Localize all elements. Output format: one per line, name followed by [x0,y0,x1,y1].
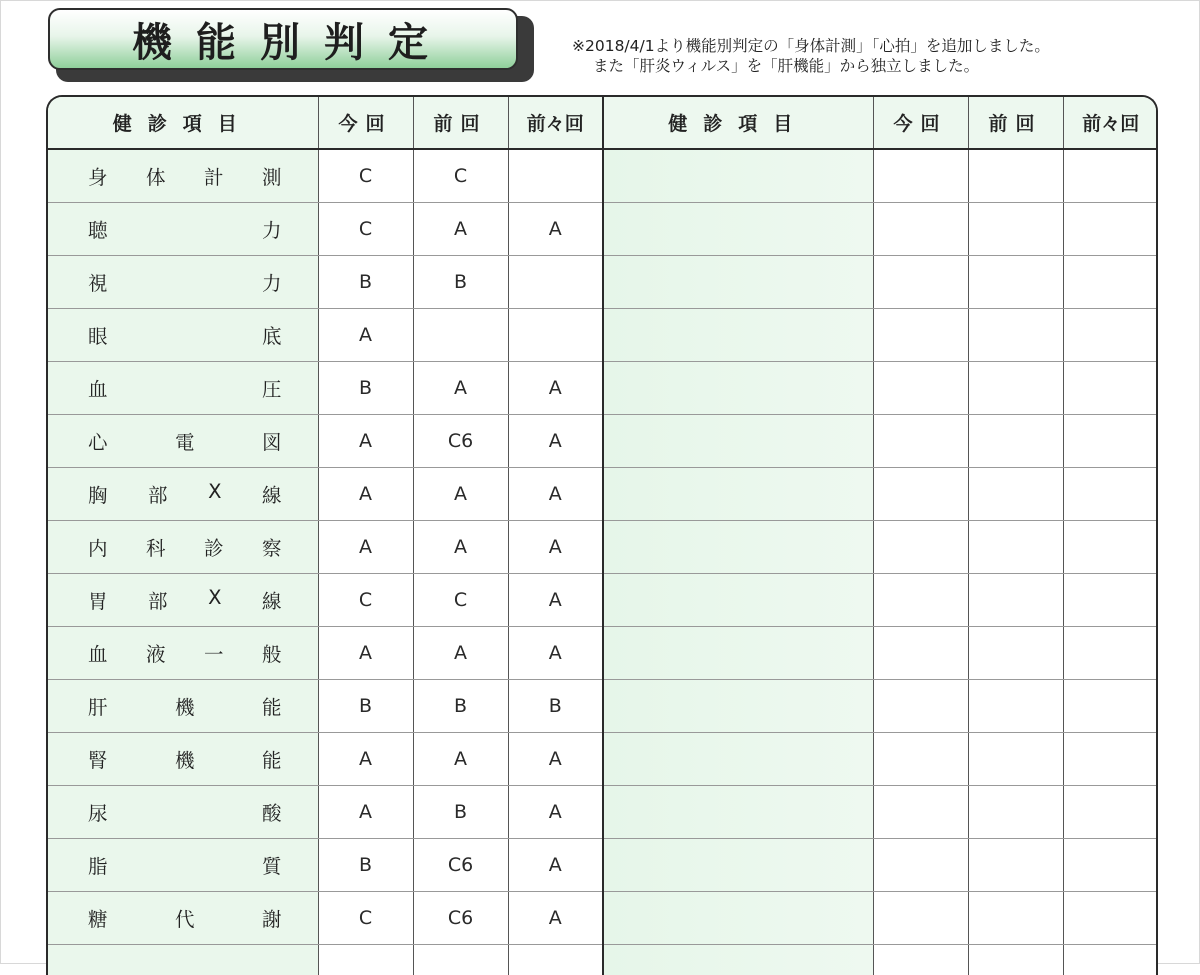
before-previous-result: A [508,202,603,255]
before-previous-result: A [508,785,603,838]
previous-result-2 [968,626,1063,679]
table-row [48,467,1158,520]
header-current-2: 今回 [873,97,968,149]
before-previous-result-2 [1063,308,1158,361]
before-previous-result [508,944,603,975]
item-name-cell [48,785,318,838]
previous-result-2 [968,838,1063,891]
before-previous-result: A [508,361,603,414]
before-previous-result-2 [1063,414,1158,467]
previous-result: B [413,679,508,732]
table-row [48,308,1158,361]
item-name-char: 般 [261,642,282,666]
current-result-2 [873,361,968,414]
item-name [48,215,318,243]
previous-result-2 [968,255,1063,308]
item-name-cell [48,732,318,785]
item-name-char: 測 [261,165,282,189]
item-name-char: 謝 [261,907,282,931]
item-name [48,533,318,561]
current-result-2 [873,202,968,255]
table-row [48,520,1158,573]
previous-result [413,944,508,975]
item-name-cell [48,255,318,308]
item-name-char: 力 [261,218,282,242]
before-previous-result [508,308,603,361]
item-name-cell [48,891,318,944]
title-badge [48,8,518,70]
item-name-cell-2 [603,361,873,414]
current-result-2 [873,308,968,361]
item-name-cell-2 [603,891,873,944]
current-result-2 [873,891,968,944]
previous-result: A [413,467,508,520]
before-previous-result: A [508,520,603,573]
previous-result: A [413,732,508,785]
current-result [318,944,413,975]
item-name-cell-2 [603,944,873,975]
table-row [48,414,1158,467]
previous-result-2 [968,679,1063,732]
item-name-char: 電 [174,430,195,454]
previous-result: C6 [413,838,508,891]
header-before-previous: 前々回 [508,97,603,149]
table-row [48,732,1158,785]
before-previous-result: A [508,573,603,626]
item-name-char: 視 [88,271,108,295]
before-previous-result-2 [1063,732,1158,785]
table-row [48,838,1158,891]
item-name-char: 察 [261,536,282,560]
item-name-char: 機 [174,695,195,719]
table-row [48,891,1158,944]
before-previous-result-2 [1063,255,1158,308]
header-before-previous-2: 前々回 [1063,97,1158,149]
item-name [48,586,318,614]
item-name-char: 部 [148,589,168,613]
before-previous-result-2 [1063,149,1158,202]
before-previous-result [508,149,603,202]
previous-result: A [413,361,508,414]
item-name-char: X [208,479,222,503]
table-row [48,944,1158,975]
previous-result-2 [968,891,1063,944]
item-name-char: 身 [88,165,108,189]
judgement-table [48,97,1158,975]
item-name-cell-2 [603,520,873,573]
item-name-char: 図 [261,430,282,454]
table-row [48,361,1158,414]
item-name-cell [48,467,318,520]
table-body [48,149,1158,975]
before-previous-result: A [508,838,603,891]
item-name [48,904,318,932]
item-name-cell-2 [603,732,873,785]
before-previous-result: A [508,414,603,467]
current-result: B [318,679,413,732]
current-result: C [318,149,413,202]
before-previous-result-2 [1063,467,1158,520]
current-result-2 [873,944,968,975]
current-result: C [318,202,413,255]
item-name-cell [48,573,318,626]
current-result: A [318,520,413,573]
before-previous-result [508,255,603,308]
current-result: A [318,414,413,467]
previous-result: B [413,255,508,308]
item-name-char: 糖 [88,907,108,931]
item-name-char: 科 [145,536,166,560]
item-name [48,427,318,455]
header-item-2: 健診項目 [603,97,873,149]
current-result: A [318,308,413,361]
current-result: B [318,838,413,891]
item-name-cell-2 [603,626,873,679]
item-name-char: 眼 [88,324,108,348]
item-name-char: 心 [88,430,108,454]
item-name-cell-2 [603,149,873,202]
item-name-char: 酸 [261,801,282,825]
previous-result-2 [968,573,1063,626]
previous-result: B [413,785,508,838]
header-previous: 前回 [413,97,508,149]
item-name-cell-2 [603,679,873,732]
item-name-cell-2 [603,414,873,467]
item-name-char: 線 [261,483,282,507]
previous-result [413,308,508,361]
previous-result: A [413,626,508,679]
current-result: A [318,467,413,520]
item-name-char: 圧 [261,377,282,401]
update-note [572,36,1182,76]
before-previous-result: A [508,626,603,679]
item-name-char: 能 [261,695,282,719]
item-name-char: 部 [148,483,168,507]
previous-result-2 [968,520,1063,573]
item-name-cell [48,520,318,573]
current-result: B [318,361,413,414]
table-row [48,626,1158,679]
current-result-2 [873,573,968,626]
table-header-row [48,97,1158,149]
item-name [48,639,318,667]
item-name [48,692,318,720]
item-name-char: 一 [203,642,224,666]
item-name-char: 内 [88,536,108,560]
item-name-char: 液 [145,642,166,666]
table-row [48,573,1158,626]
item-name-char: 質 [261,854,282,878]
item-name [48,745,318,773]
item-name-char: 力 [261,271,282,295]
before-previous-result-2 [1063,838,1158,891]
current-result: A [318,785,413,838]
page-title: 機能別判定 [132,19,452,66]
item-name-cell [48,838,318,891]
table-row [48,679,1158,732]
item-name-char: 体 [145,165,166,189]
item-name [48,374,318,402]
previous-result-2 [968,149,1063,202]
item-name-cell-2 [603,838,873,891]
item-name-char: 血 [88,377,108,401]
item-name [48,268,318,296]
item-name-cell [48,361,318,414]
item-name-cell-2 [603,202,873,255]
item-name-char: 診 [203,536,224,560]
before-previous-result: A [508,891,603,944]
previous-result-2 [968,361,1063,414]
item-name-cell [48,626,318,679]
previous-result: C [413,149,508,202]
item-name-char: 尿 [88,801,108,825]
item-name-char: 代 [174,907,195,931]
before-previous-result-2 [1063,202,1158,255]
current-result-2 [873,414,968,467]
current-result-2 [873,255,968,308]
item-name-cell-2 [603,573,873,626]
item-name-cell-2 [603,308,873,361]
item-name [48,798,318,826]
item-name-cell [48,149,318,202]
item-name [48,480,318,508]
item-name-char: X [208,585,222,609]
before-previous-result-2 [1063,891,1158,944]
current-result-2 [873,149,968,202]
previous-result: C6 [413,414,508,467]
item-name-char: 機 [174,748,195,772]
judgement-table-container [46,95,1158,975]
previous-result: C6 [413,891,508,944]
update-note-line-1: ※2018/4/1より機能別判定の「身体計測」「心拍」を追加しました。 [572,37,1050,55]
item-name-char: 胸 [88,483,108,507]
current-result-2 [873,520,968,573]
before-previous-result-2 [1063,944,1158,975]
previous-result-2 [968,944,1063,975]
item-name-char: 腎 [88,748,108,772]
item-name-char: 底 [261,324,282,348]
header-current: 今回 [318,97,413,149]
current-result: C [318,891,413,944]
header-previous-2: 前回 [968,97,1063,149]
table-row [48,149,1158,202]
previous-result: C [413,573,508,626]
item-name-char: 脂 [88,854,108,878]
current-result-2 [873,732,968,785]
current-result-2 [873,838,968,891]
item-name-char: 能 [261,748,282,772]
previous-result-2 [968,414,1063,467]
item-name-cell [48,308,318,361]
item-name-cell-2 [603,785,873,838]
previous-result-2 [968,785,1063,838]
before-previous-result-2 [1063,679,1158,732]
current-result: C [318,573,413,626]
before-previous-result: B [508,679,603,732]
item-name-cell [48,202,318,255]
item-name-char: 胃 [88,589,108,613]
item-name [48,851,318,879]
current-result: A [318,626,413,679]
item-name [48,321,318,349]
table-row [48,785,1158,838]
previous-result: A [413,202,508,255]
item-name-char: 聴 [88,218,108,242]
before-previous-result-2 [1063,785,1158,838]
before-previous-result-2 [1063,573,1158,626]
current-result: A [318,732,413,785]
before-previous-result: A [508,467,603,520]
previous-result-2 [968,202,1063,255]
before-previous-result-2 [1063,520,1158,573]
item-name-char: 計 [203,165,224,189]
item-name-char: 肝 [88,695,108,719]
previous-result-2 [968,467,1063,520]
item-name-cell-2 [603,255,873,308]
table-row [48,255,1158,308]
previous-result-2 [968,732,1063,785]
current-result: B [318,255,413,308]
item-name [48,162,318,190]
previous-result-2 [968,308,1063,361]
before-previous-result: A [508,732,603,785]
table-row [48,202,1158,255]
before-previous-result-2 [1063,361,1158,414]
header-item: 健診項目 [48,97,318,149]
item-name-cell [48,944,318,975]
update-note-line-2: また「肝炎ウィルス」を「肝機能」から独立しました。 [593,57,980,75]
current-result-2 [873,626,968,679]
current-result-2 [873,467,968,520]
item-name-char: 血 [88,642,108,666]
item-name-cell-2 [603,467,873,520]
current-result-2 [873,785,968,838]
previous-result: A [413,520,508,573]
item-name-cell [48,414,318,467]
item-name-char: 線 [261,589,282,613]
current-result-2 [873,679,968,732]
item-name-cell [48,679,318,732]
before-previous-result-2 [1063,626,1158,679]
